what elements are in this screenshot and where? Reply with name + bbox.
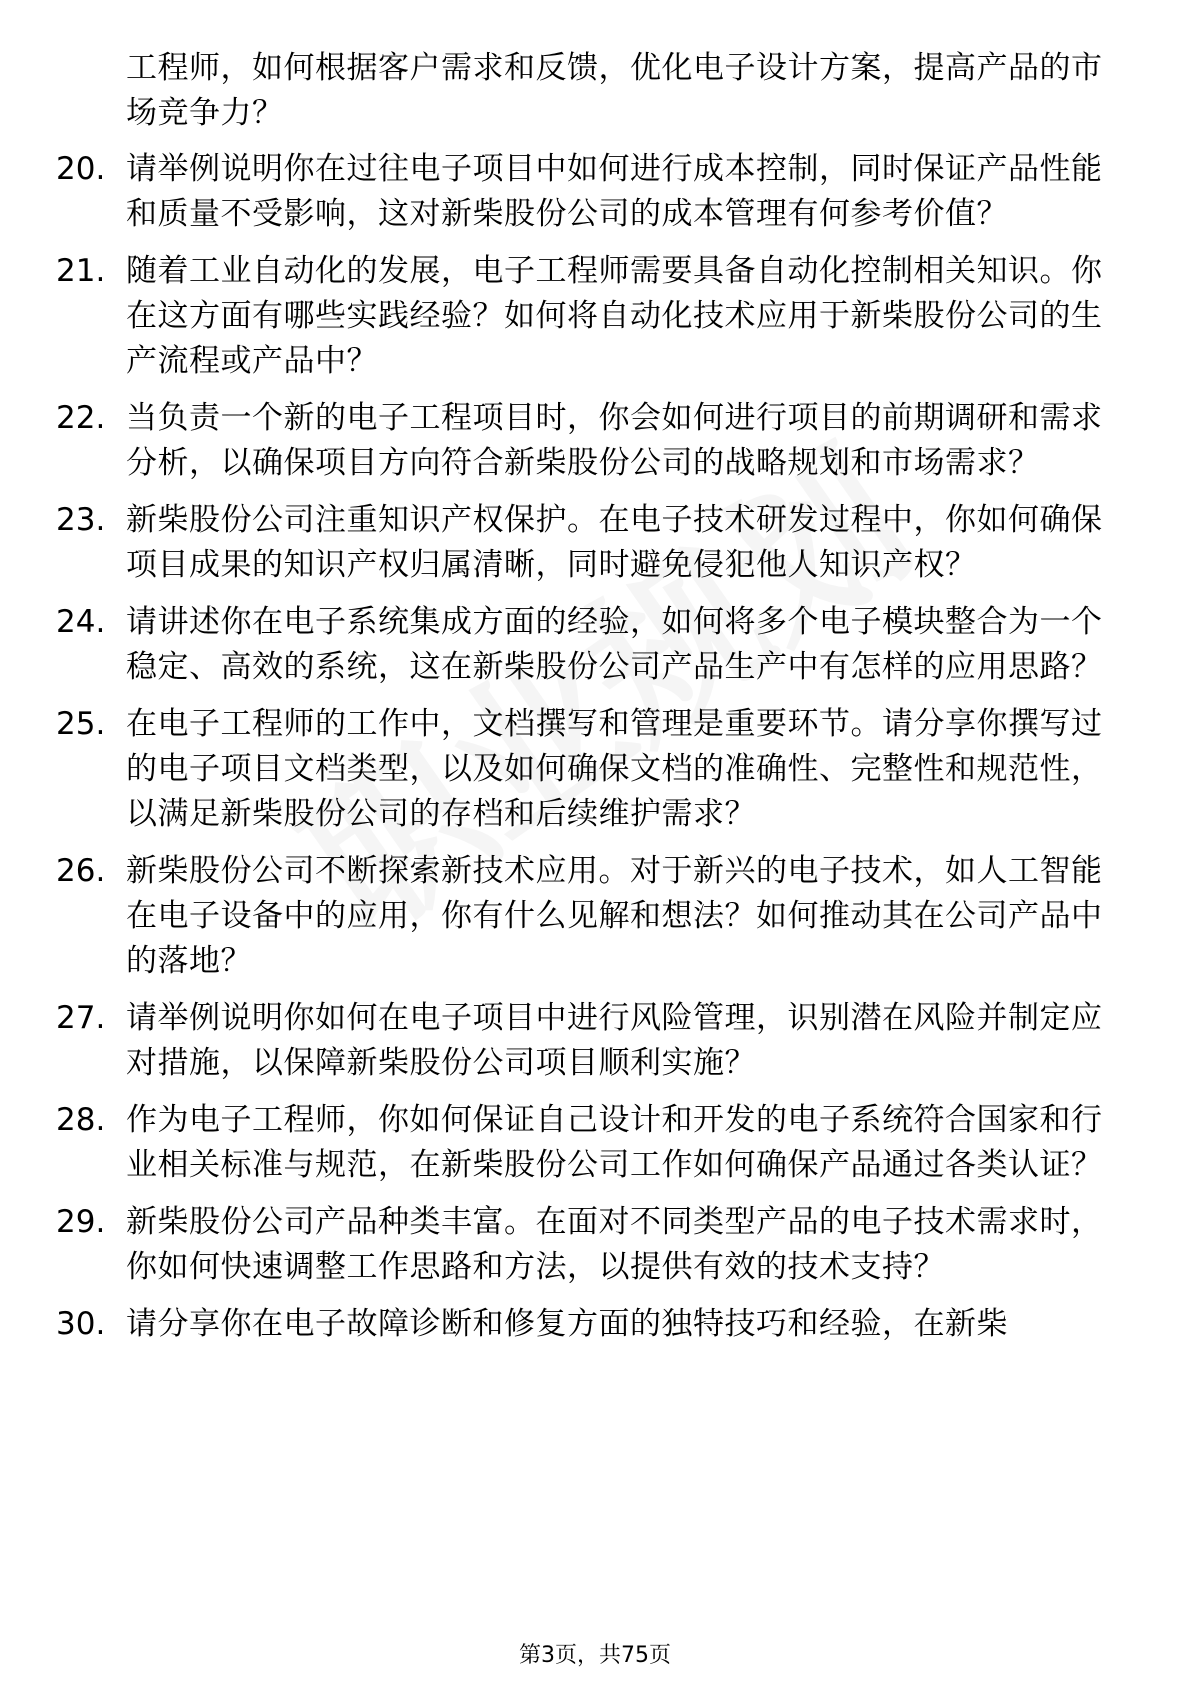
question-text: 新柴股份公司不断探索新技术应用。对于新兴的电子技术，如人工智能在电子设备中的应用，你有什么见解和想法？如何推动其在公司产品中的落地？ [126, 853, 1103, 979]
question-item [0, 498, 1190, 588]
question-item [0, 702, 1190, 837]
question-item [0, 249, 1190, 384]
question-text: 新柴股份公司注重知识产权保护。在电子技术研发过程中，你如何确保项目成果的知识产权归属清晰，同时避免侵犯他人知识产权？ [126, 502, 1103, 583]
question-text: 请举例说明你如何在电子项目中进行风险管理，识别潜在风险并制定应对措施，以保障新柴股份公司项目顺利实施？ [126, 1000, 1103, 1081]
question-number: 30. [56, 1306, 106, 1342]
question-item [0, 849, 1190, 984]
question-text: 在电子工程师的工作中，文档撰写和管理是重要环节。请分享你撰写过的电子项目文档类型，以及如何确保文档的准确性、完整性和规范性，以满足新柴股份公司的存档和后续维护需求？ [126, 706, 1103, 832]
question-number: 22. [56, 400, 106, 436]
question-item [0, 600, 1190, 690]
question-item [0, 147, 1190, 237]
question-number: 25. [56, 706, 106, 742]
question-number: 24. [56, 604, 106, 640]
question-number: 20. [56, 151, 106, 187]
question-number: 23. [56, 502, 106, 538]
question-item [0, 996, 1190, 1086]
question-text: 随着工业自动化的发展，电子工程师需要具备自动化控制相关知识。你在这方面有哪些实践经验？如何将自动化技术应用于新柴股份公司的生产流程或产品中？ [126, 253, 1103, 379]
question-number: 28. [56, 1102, 106, 1138]
question-item [0, 1302, 1190, 1347]
continued-question-text: 工程师，如何根据客户需求和反馈，优化电子设计方案，提高产品的市场竞争力？ [126, 50, 1103, 131]
question-number: 27. [56, 1000, 106, 1036]
question-text: 请举例说明你在过往电子项目中如何进行成本控制，同时保证产品性能和质量不受影响，这对新柴股份公司的成本管理有何参考价值？ [126, 151, 1103, 232]
question-list [0, 147, 1190, 1359]
question-text: 当负责一个新的电子工程项目时，你会如何进行项目的前期调研和需求分析，以确保项目方向符合新柴股份公司的战略规划和市场需求？ [126, 400, 1103, 481]
question-number: 29. [56, 1204, 106, 1240]
question-item [0, 1200, 1190, 1290]
question-text: 作为电子工程师，你如何保证自己设计和开发的电子系统符合国家和行业相关标准与规范，在新柴股份公司工作如何确保产品通过各类认证？ [126, 1102, 1103, 1183]
question-item [0, 1098, 1190, 1188]
page-footer: 第3页，共75页 [519, 1643, 671, 1668]
question-text: 请分享你在电子故障诊断和修复方面的独特技巧和经验，在新柴 [126, 1306, 1008, 1342]
question-number: 26. [56, 853, 106, 889]
question-text: 新柴股份公司产品种类丰富。在面对不同类型产品的电子技术需求时，你如何快速调整工作思路和方法，以提供有效的技术支持？ [126, 1204, 1103, 1285]
question-text: 请讲述你在电子系统集成方面的经验，如何将多个电子模块整合为一个稳定、高效的系统，这在新柴股份公司产品生产中有怎样的应用思路？ [126, 604, 1103, 685]
question-number: 21. [56, 253, 106, 289]
question-item [0, 396, 1190, 486]
